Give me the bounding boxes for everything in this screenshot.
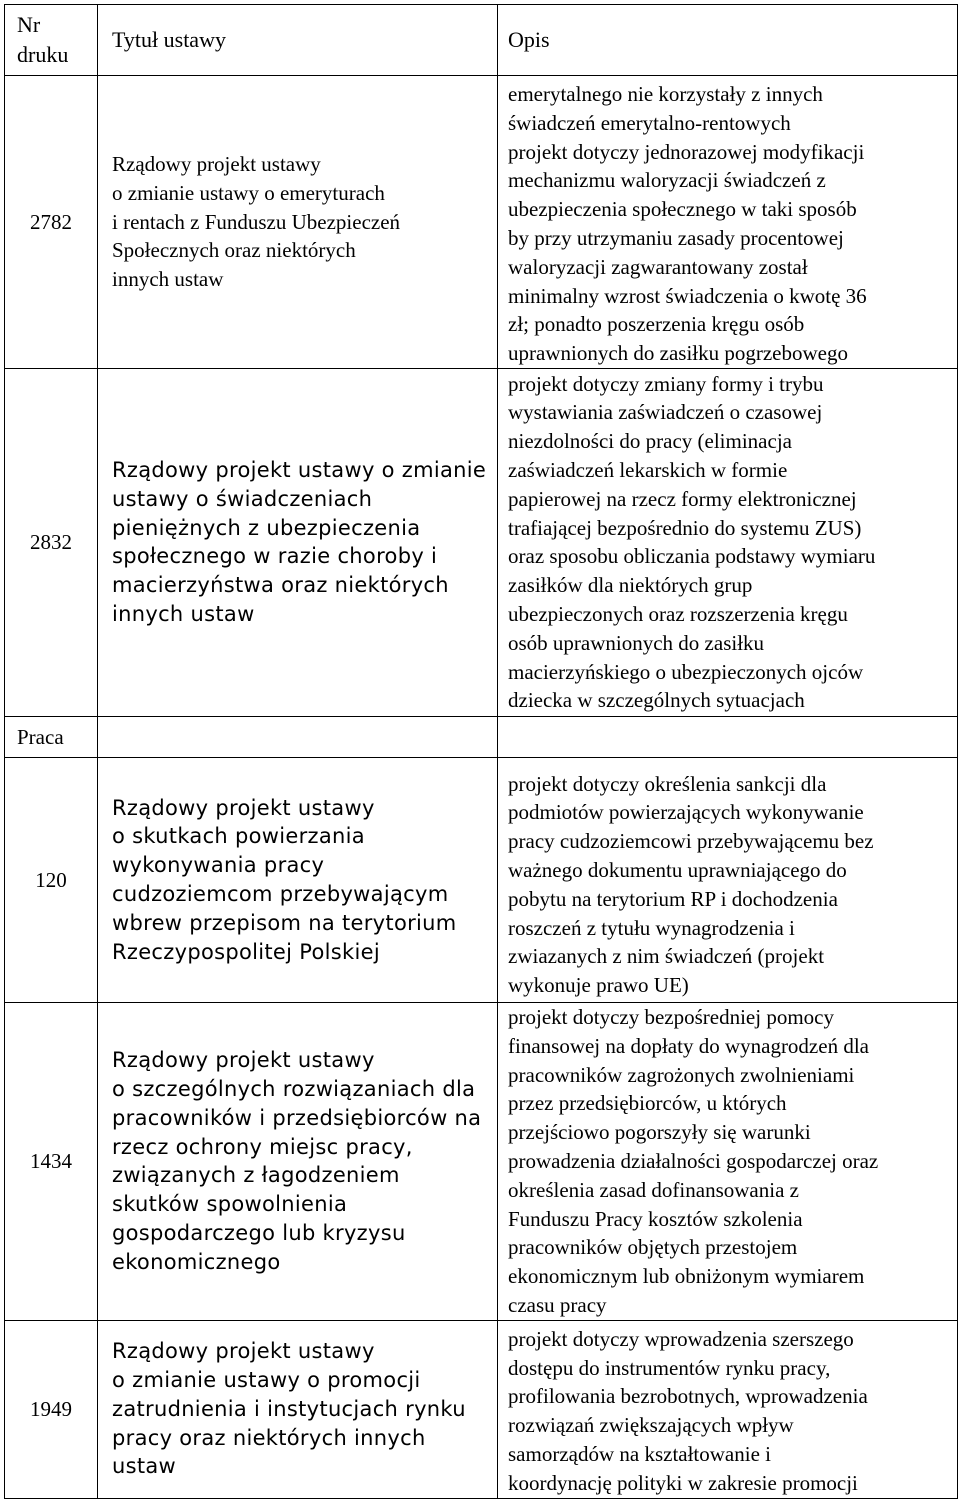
- row-tytul: Rządowy projekt ustawy o zmianie ustawy o promocji zatrudnienia i instytucjach rynku pracy oraz niektórych innych ustaw: [98, 1320, 498, 1498]
- section-empty-cell: [98, 716, 498, 757]
- header-nr-druku: Nr druku: [5, 5, 98, 76]
- row-tytul: Rządowy projekt ustawy o szczególnych rozwiązaniach dla pracowników i przedsiębiorców na rzecz ochrony miejsc pracy, związanych z łagodzeniem skutków spowolnienia gospodarczego lub kryzysu ekonomicznego: [98, 1002, 498, 1320]
- row-nr: 2832: [5, 368, 98, 716]
- header-opis: Opis: [498, 5, 958, 76]
- row-nr: 1949: [5, 1320, 98, 1498]
- row-opis: projekt dotyczy wprowadzenia szerszego dostępu do instrumentów rynku pracy, profilowania bezrobotnych, wprowadzenia rozwiązań zwiększających wpływ samorządów na kształtowanie i koordynację polityki w zakresie promocji: [498, 1320, 958, 1498]
- table-row: [5, 1320, 958, 1498]
- row-opis: projekt dotyczy określenia sankcji dla podmiotów powierzających wykonywanie pracy cudzoziemcowi przebywającemu bez ważnego dokumentu uprawniającego do pobytu na terytorium RP i dochodzenia roszczeń z tytułu wynagrodzenia i zwiazanych z nim świadczeń (projekt wykonuje prawo UE): [498, 757, 958, 1002]
- row-nr: 120: [5, 757, 98, 1002]
- table-row: [5, 757, 958, 1002]
- legislation-table: [4, 4, 958, 1499]
- row-tytul: Rządowy projekt ustawy o zmianie ustawy o emeryturach i rentach z Funduszu Ubezpieczeń Społecznych oraz niektórych innych ustaw: [98, 76, 498, 369]
- row-tytul: Rządowy projekt ustawy o skutkach powierzania wykonywania pracy cudzoziemcom przebywającym wbrew przepisom na terytorium Rzeczypospolitej Polskiej: [98, 757, 498, 1002]
- row-tytul: Rządowy projekt ustawy o zmianie ustawy o świadczeniach pieniężnych z ubezpieczenia społecznego w razie choroby i macierzyństwa oraz niektórych innych ustaw: [98, 368, 498, 716]
- section-praca: Praca: [5, 716, 98, 757]
- row-opis: emerytalnego nie korzystały z innych świadczeń emerytalno-rentowych projekt dotyczy jednorazowej modyfikacji mechanizmu waloryzacji świadczeń z ubezpieczenia społecznego w taki sposób by przy utrzymaniu zasady procentowej waloryzacji zagwarantowany został minimalny wzrost świadczenia o kwotę 36 zł; ponadto poszerzenia kręgu osób uprawnionych do zasiłku pogrzebowego: [498, 76, 958, 369]
- table-row: [5, 1002, 958, 1320]
- row-nr: 2782: [5, 76, 98, 369]
- section-empty-cell: [498, 716, 958, 757]
- table-row: [5, 368, 958, 716]
- row-opis: projekt dotyczy bezpośredniej pomocy finansowej na dopłaty do wynagrodzeń dla pracowników zagrożonych zwolnieniami przez przedsiębiorców, u których przejściowo pogorszyły się warunki prowadzenia działalności gospodarczej oraz określenia zasad dofinansowania z Funduszu Pracy kosztów szkolenia pracowników objętych przestojem ekonomicznym lub obniżonym wymiarem czasu pracy: [498, 1002, 958, 1320]
- table-header-row: [5, 5, 958, 76]
- header-tytul-ustawy: Tytuł ustawy: [98, 5, 498, 76]
- row-nr: 1434: [5, 1002, 98, 1320]
- section-row: [5, 716, 958, 757]
- table-row: [5, 76, 958, 369]
- row-opis: projekt dotyczy zmiany formy i trybu wystawiania zaświadczeń o czasowej niezdolności do pracy (eliminacja zaświadczeń lekarskich w formie papierowej na rzecz formy elektronicznej trafiającej bezpośrednio do systemu ZUS) oraz sposobu obliczania podstawy wymiaru zasiłków dla niektórych grup ubezpieczonych oraz rozszerzenia kręgu osób uprawnionych do zasiłku macierzyńskiego o ubezpieczonych ojców dziecka w szczególnych sytuacjach: [498, 368, 958, 716]
